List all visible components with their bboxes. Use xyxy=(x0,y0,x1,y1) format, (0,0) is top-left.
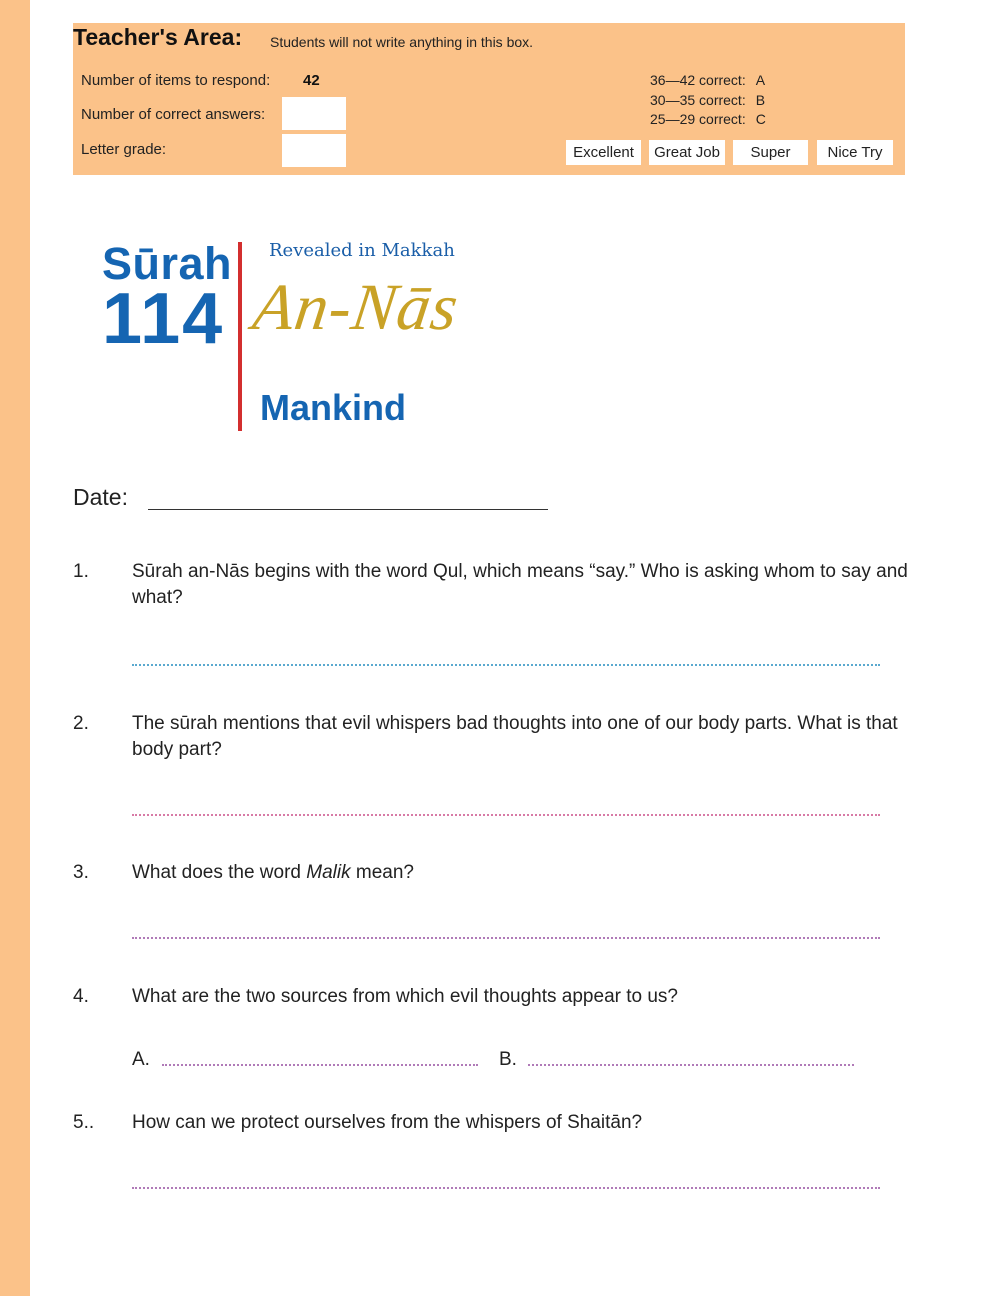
grade-range: 36—42 correct: xyxy=(650,72,746,88)
praise-excellent[interactable]: Excellent xyxy=(566,140,641,165)
question-2-text: The sūrah mentions that evil whispers bad thoughts into one of our body parts. What is that body part? xyxy=(132,713,898,760)
question-4-a-answer-line[interactable] xyxy=(162,1064,478,1066)
question-4-number: 4. xyxy=(73,986,89,1007)
praise-nice-try[interactable]: Nice Try xyxy=(817,140,893,165)
question-1-text: Sūrah an-Nās begins with the word Qul, which means “say.” Who is asking whom to say and what? xyxy=(132,561,908,608)
question-5-number: 5.. xyxy=(73,1112,95,1133)
praise-great-job[interactable]: Great Job xyxy=(649,140,725,165)
correct-answers-label: Number of correct answers: xyxy=(81,106,266,123)
grade-scale-b xyxy=(650,92,765,108)
revelation-place: Revealed in Makkah xyxy=(269,240,455,261)
question-4-b-answer-line[interactable] xyxy=(528,1064,854,1066)
grade-scale-a xyxy=(650,72,765,88)
surah-meaning: Mankind xyxy=(260,387,407,428)
date-field[interactable] xyxy=(148,509,548,510)
question-5-answer-line[interactable] xyxy=(132,1187,880,1189)
praise-super[interactable]: Super xyxy=(733,140,808,165)
question-3-number: 3. xyxy=(73,862,89,883)
left-margin-bar xyxy=(0,0,30,1296)
question-3-text xyxy=(132,860,912,886)
question-3-answer-line[interactable] xyxy=(132,937,880,939)
grade-letter: C xyxy=(755,111,766,127)
teacher-area-note: Students will not write anything in this box. xyxy=(270,34,534,50)
teacher-area-title: Teacher's Area: xyxy=(73,24,243,50)
grade-range: 25—29 correct: xyxy=(650,111,746,127)
teacher-area-box xyxy=(73,23,905,175)
title-divider xyxy=(238,242,242,431)
date-label: Date: xyxy=(73,484,128,510)
question-1-answer-line[interactable] xyxy=(132,664,880,666)
grade-letter: B xyxy=(755,92,766,108)
question-2-number: 2. xyxy=(73,713,89,734)
grade-scale-c xyxy=(650,111,766,127)
surah-number: 114 xyxy=(102,279,225,359)
question-3-term: Malik xyxy=(306,862,351,883)
grade-letter: A xyxy=(755,72,766,88)
correct-answers-box[interactable] xyxy=(282,97,346,130)
items-to-respond-value: 42 xyxy=(303,72,320,89)
question-3-text-start: What does the word xyxy=(132,862,307,883)
question-4-a-label: A. xyxy=(132,1049,150,1070)
question-4-text: What are the two sources from which evil thoughts appear to us? xyxy=(132,986,678,1007)
letter-grade-label: Letter grade: xyxy=(81,141,167,158)
surah-word: Sūrah xyxy=(102,238,233,289)
grade-range: 30—35 correct: xyxy=(650,92,746,108)
question-4-b-label: B. xyxy=(499,1049,517,1070)
items-to-respond-label: Number of items to respond: xyxy=(81,72,271,89)
surah-name: An-Nās xyxy=(248,271,464,344)
question-5-text: How can we protect ourselves from the whispers of Shaitān? xyxy=(132,1112,643,1133)
letter-grade-box[interactable] xyxy=(282,134,346,167)
question-3-text-end: mean? xyxy=(350,862,414,883)
question-2-answer-line[interactable] xyxy=(132,814,880,816)
question-1-number: 1. xyxy=(73,561,89,582)
